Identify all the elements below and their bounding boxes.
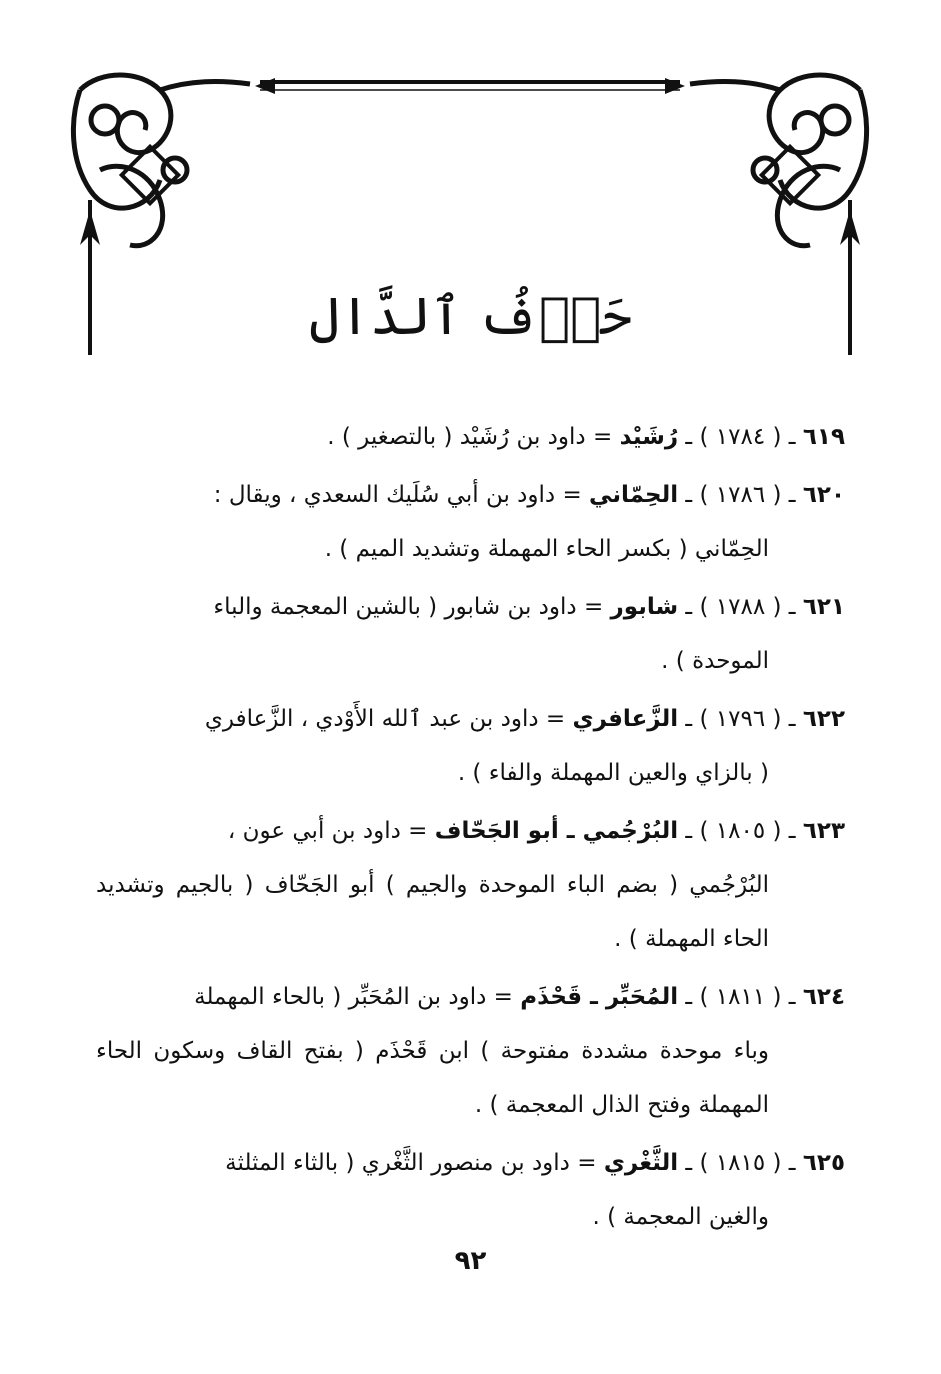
entry-continuation: الموحدة ) . [661,648,769,674]
entry-continuation: الحِمّاني ( بكسر الحاء المهملة وتشديد الميم ) . [324,536,769,562]
entry-continuation: وباء موحدة مشددة مفتوحة ) ابن قَحْذَم ( بفتح القاف وسكون الحاء المهملة وفتح الذال المعجمة ) . [96,1038,769,1118]
entry: ٦٢٣ ـ ( ١٨٠٥ ) ـ البُرْجُمي ـ أبو الجَحّاف = داود بن أبي عون ، البُرْجُمي ( بضم الباء الموحدة والجيم ) أبو الجَحّاف ( بالجيم وتشديد الحاء المهملة ) . [96,804,845,966]
entry-continuation: ( بالزاي والعين المهملة والفاء ) . [457,760,769,786]
entry-text: = داود بن أبي عون ، [227,818,428,844]
entry-number: ٦١٩ [802,424,845,450]
entry: ٦١٩ ـ ( ١٧٨٤ ) ـ رُشَيْد = داود بن رُشَيْد ( بالتصغير ) . [327,424,845,450]
entry: ٦٢١ ـ ( ١٧٨٨ ) ـ شابور = داود بن شابور ( بالشين المعجمة والباء الموحدة ) . [96,580,845,688]
entry-ref: ( ١٨٠٥ ) [699,818,782,844]
entry-name: الحِمّاني [589,482,679,508]
entry-text: = داود بن شابور ( بالشين المعجمة والباء [213,594,604,620]
entry-continuation: البُرْجُمي ( بضم الباء الموحدة والجيم ) أبو الجَحّاف ( بالجيم وتشديد الحاء المهملة ) . [96,872,769,952]
entry-number: ٦٢٠ [802,482,845,508]
entry: ٦٢٠ ـ ( ١٧٨٦ ) ـ الحِمّاني = داود بن أبي سُلَيك السعدي ، ويقال : الحِمّاني ( بكسر الحاء المهملة وتشديد الميم ) . [96,468,845,576]
entry-continuation: والغين المعجمة ) . [592,1204,769,1230]
entry-name: شابور [610,594,679,620]
entry: ٦٢٢ ـ ( ١٧٩٦ ) ـ الزَّعافري = داود بن عبد ٱلله الأَوْدي ، الزَّعافري ( بالزاي والعين المهملة والفاء ) . [96,692,845,800]
entry-text: = داود بن رُشَيْد ( بالتصغير ) . [327,424,613,450]
chapter-title: حَرۡفُ ٱلدَّال [309,287,632,347]
entry-name: الزَّعافري [572,706,679,732]
entry-ref: ( ١٧٨٦ ) [699,482,782,508]
entry-name: البُرْجُمي ـ أبو الجَحّاف [434,818,679,844]
entry-number: ٦٢٢ [802,706,845,732]
entry: ٦٢٤ ـ ( ١٨١١ ) ـ المُحَبِّر ـ قَحْذَم = داود بن المُحَبِّر ( بالحاء المهملة وباء موحدة مشددة مفتوحة ) ابن قَحْذَم ( بفتح القاف وسكون الحاء المهملة وفتح الذال المعجمة ) . [96,970,845,1132]
entry-text: = داود بن أبي سُلَيك السعدي ، ويقال : [213,482,582,508]
entry-number: ٦٢٣ [802,818,845,844]
entry-ref: ( ١٨١١ ) [699,984,782,1010]
entry-text: = داود بن المُحَبِّر ( بالحاء المهملة [194,984,513,1010]
entry-name: المُحَبِّر ـ قَحْذَم [520,984,679,1010]
entry-ref: ( ١٨١٥ ) [699,1150,782,1176]
entry-number: ٦٢١ [802,594,845,620]
entry-number: ٦٢٥ [802,1150,845,1176]
entry-name: الثَّغْري [603,1150,679,1176]
entry: ٦٢٥ ـ ( ١٨١٥ ) ـ الثَّغْري = داود بن منصور الثَّغْري ( بالثاء المثلثة والغين المعجمة ) . [96,1136,845,1244]
page-number: ٩٢ [454,1246,487,1276]
entry-name: رُشَيْد [619,424,679,450]
entry-ref: ( ١٧٩٦ ) [699,706,782,732]
entry-number: ٦٢٤ [802,984,845,1010]
entry-text: = داود بن منصور الثَّغْري ( بالثاء المثلثة [225,1150,597,1176]
entry-ref: ( ١٧٨٨ ) [699,594,782,620]
entry-text: = داود بن عبد ٱلله الأَوْدي ، الزَّعافري [204,706,566,732]
entry-ref: ( ١٧٨٤ ) [699,424,782,450]
entries-list [96,410,845,1248]
